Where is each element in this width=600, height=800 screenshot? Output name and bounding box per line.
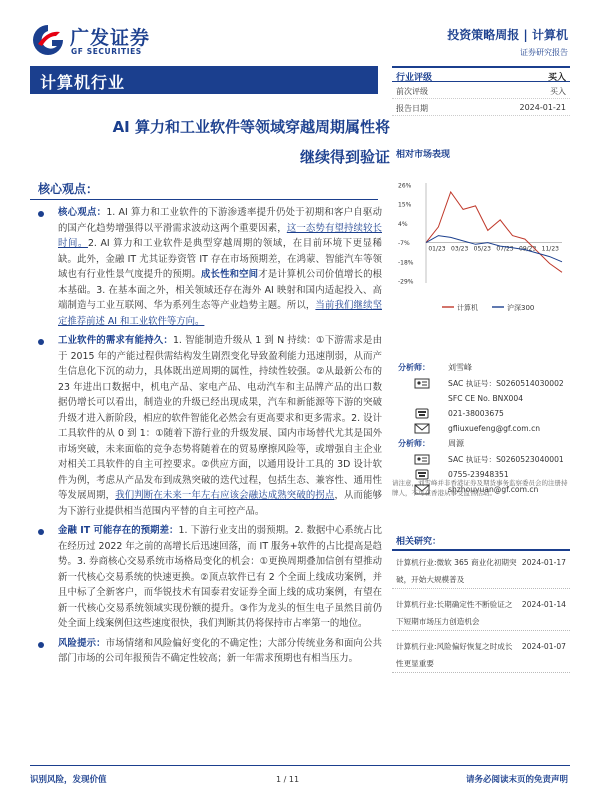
- legend-computer: 计算机: [457, 304, 478, 312]
- x-tick-label: 09/23: [519, 245, 537, 253]
- report-type: 投资策略周报 | 计算机: [447, 28, 568, 42]
- y-tick-label: 26%: [398, 182, 412, 190]
- x-tick-label: 01/23: [428, 245, 446, 253]
- phone-icon: [414, 408, 430, 419]
- report-date-label: 报告日期: [396, 104, 428, 113]
- section-heading: 核心观点：: [38, 182, 99, 196]
- bullet-text: 市场情绪和风险偏好变化的不确定性；大部分传统业务和面向公共部门市场的公司年报预告不确定性较高；新一年需求预期也有相当压力。: [58, 637, 382, 664]
- divider: [30, 199, 378, 200]
- sector-title: 计算机行业: [40, 73, 126, 92]
- bullet-text: 1. 智能制造升级从 1 到 N 持续：①下游需求是由于 2015 年的产能过程供需结构发生剧烈变化导致盈利能力迅速削弱，从而产生信息化下沉的动力，具体既出逆周期的属性，持续性较强。②从最新公布的 23 年进出口数据中，机电产品、家电产品、电动汽车和主品牌产品的出口数据仍增长可以看出，制造业的升级已经出现成果，汽车和新能源等下游的突破升级才进入新阶段，相应的软件智能化必然会有更高要求和更多需求。2. 设计工具软件的从 0 到 1：①随着下游行业的升级发展、国内市场替代尤其是国外市场突破，未来面临的竞争态势将随着在的贸易摩擦风险等，或增强自主企业对相关工具软件的自主可控要求。②供应方面，以通用设计工具的 3D 设计软件为例，考虑从产品发布到成熟突破的迭代过程，包括生态、兼容性、通用性等发展周期，: [58, 335, 382, 501]
- footer-divider: [30, 765, 570, 766]
- rating-value: 买入: [547, 73, 566, 83]
- report-title-line2: 继续得到验证: [299, 148, 390, 166]
- rating-box: [392, 66, 570, 116]
- analyst-1: [392, 360, 572, 376]
- rating-header: [392, 66, 570, 82]
- logo: [30, 22, 170, 58]
- bullet-dot: [38, 211, 44, 217]
- analyst-disclaimer: 请注意，刘雪峰并非香港证券及期货事务监察委员会的注册持牌人，不可在香港从事受监管活动。: [392, 479, 568, 497]
- prev-rating-value: 买入: [550, 87, 566, 96]
- related-item[interactable]: [392, 638, 570, 673]
- footer-slogan: 识别风险，发现价值: [30, 775, 107, 785]
- bullet-text: 1. 下游行业支出的弱预期。2. 数据中心系统占比在经历过 2022 年之前的高增长后迅速回落，而 IT 服务+软件的占比提高是趋势。3. 券商核心交易系统市场格局变化的机会：①更换周期叠加信创有望推动新一代核心交易系统的快速更换。②顶点软件已有 2 个全面上线成功案例，并且中标了全新客户，而华锐技术有国泰君安证券全面上线的成功案例，有望在新一代核心交易系统领域实现份额的提升。③作为龙头的恒生电子虽然目前仍处全面上线案例但这些速度很快，我们判断其仍将保持市占率第一的地位。: [58, 525, 383, 629]
- analyst-line: 021-38003675: [448, 409, 504, 418]
- analyst-email[interactable]: [392, 421, 572, 436]
- x-tick-label: 11/23: [541, 245, 559, 253]
- prev-rating-row: [392, 82, 570, 99]
- related-research-title: 相关研究：: [392, 534, 570, 551]
- page-number: 1 / 11: [276, 775, 300, 784]
- related-text[interactable]: 计算机行业:微软 365 商业化初期突破，开始大规模普及: [396, 558, 517, 584]
- analyst-name: 刘雪峰: [448, 363, 472, 372]
- series-line-computer: [426, 192, 562, 272]
- analyst-sfc: [392, 391, 572, 406]
- bullet-emphasis: 当前我们继续坚定推荐前述 AI 和工业软件等方向。: [58, 300, 382, 327]
- bullet-core-view: [30, 205, 382, 329]
- x-tick-label: 03/23: [451, 245, 469, 253]
- bullet-text: 1. AI 算力和工业软件的下游渗透率提升仍处于初期和客户自驱动的国产化趋势增强得以平滑需求波动这两个重要因素，: [58, 207, 382, 234]
- analyst-sac: [392, 376, 572, 391]
- id-card-icon: [414, 378, 430, 389]
- bullet-dot: [38, 529, 44, 535]
- bullet-head: 核心观点：: [58, 207, 107, 218]
- y-tick-label: -7%: [398, 240, 410, 248]
- x-tick-label: 07/23: [496, 245, 514, 253]
- report-date-row: [392, 99, 570, 116]
- bullet-head: 工业软件的需求有能持久：: [58, 335, 173, 346]
- related-date: 2024-01-17: [521, 558, 566, 567]
- logo-subtext: GF SECURITIES: [71, 47, 142, 56]
- bullet-emphasis: 我们判断在未来一年左右应该会融达成熟突破的拐点: [115, 490, 335, 501]
- core-views: [30, 205, 382, 671]
- report-title-line1: AI 算力和工业软件等领域穿越周期属性将: [112, 118, 390, 136]
- bullet-head: 金融 IT 可能存在的预期差：: [58, 525, 179, 536]
- related-text[interactable]: 计算机行业:风险偏好恢复之时成长性更显重要: [396, 642, 513, 668]
- bullet-emphasis: 这一态势有望持续较长时间。: [58, 222, 382, 249]
- bullet-text: 2. AI 算力和工业软件是典型穿越周期的领域，在目前环境下更显稀缺。此外，金融 IT 尤其证券资管 IT 存在市场预期差，在鸿蒙、智能汽车等领域也有行业性景气度提升的预期。: [58, 238, 382, 280]
- y-tick-label: 4%: [398, 220, 408, 228]
- analyst-line: SFC CE No. BNX004: [448, 394, 524, 403]
- relative-performance-chart: [392, 175, 570, 325]
- gf-logo-icon: [30, 22, 66, 58]
- bullet-emphasis: 成长性和空间: [201, 269, 259, 280]
- prev-rating-label: 前次评级: [396, 87, 428, 96]
- analyst-phone: [392, 406, 572, 421]
- bullet-industrial-software: [30, 333, 382, 519]
- bullet-risk: [30, 636, 382, 667]
- related-item[interactable]: [392, 596, 570, 631]
- analyst-line[interactable]: gfliuxuefeng@gf.com.cn: [448, 424, 541, 433]
- rating-label: 行业评级: [396, 73, 433, 83]
- analyst-name: 周源: [448, 439, 464, 448]
- related-item[interactable]: [392, 554, 570, 589]
- related-text[interactable]: 计算机行业:长期确定性不断验证之下短期市场压力创造机会: [396, 600, 513, 626]
- report-date-value: 2024-01-21: [519, 103, 566, 112]
- chart-title: 相对市场表现: [396, 150, 451, 160]
- bullet-text: ，从而能够为下游行业提供相当范围内平替的自主可控产品。: [58, 490, 382, 517]
- sector-banner: [30, 66, 378, 94]
- analyst-2: [392, 436, 572, 452]
- analyst-line: 0755-23948351: [448, 470, 509, 479]
- analyst-line[interactable]: shzhouyuan@gf.com.cn: [448, 485, 539, 494]
- logo-text: 广发证券: [70, 27, 151, 49]
- y-tick-label: 15%: [398, 201, 412, 209]
- email-icon: [414, 423, 430, 434]
- bullet-financial-it: [30, 523, 382, 632]
- analyst-line: SAC 执证号：S0260514030002: [448, 379, 564, 388]
- report-subtitle: 证券研究报告: [520, 48, 568, 57]
- id-card-icon: [414, 454, 430, 465]
- bullet-dot: [38, 642, 44, 648]
- x-tick-label: 05/23: [473, 245, 491, 253]
- analyst-sac: [392, 452, 572, 467]
- bullet-head: 风险提示：: [58, 637, 106, 649]
- legend-csi300: 沪深300: [507, 304, 535, 312]
- related-date: 2024-01-07: [521, 642, 566, 651]
- y-tick-label: -29%: [398, 278, 414, 286]
- analyst-label: 分析师：: [398, 439, 430, 448]
- bullet-dot: [38, 339, 44, 345]
- analyst-label: 分析师：: [398, 363, 430, 372]
- analyst-line: SAC 执证号：S0260523040001: [448, 455, 564, 464]
- analyst-panel: [392, 360, 572, 497]
- related-date: 2024-01-14: [521, 600, 566, 609]
- footer-disclaimer: 请务必阅读末页的免责声明: [465, 775, 568, 785]
- y-tick-label: -18%: [398, 259, 414, 267]
- bullet-text: 才是计算机公司价值增长的根本基础。3. 在基本面之外，相关领域还存在海外 AI 映射和国内适起投入、高端制造与工业互联网、华为系列生态等产业趋势主题。所以，: [58, 269, 382, 311]
